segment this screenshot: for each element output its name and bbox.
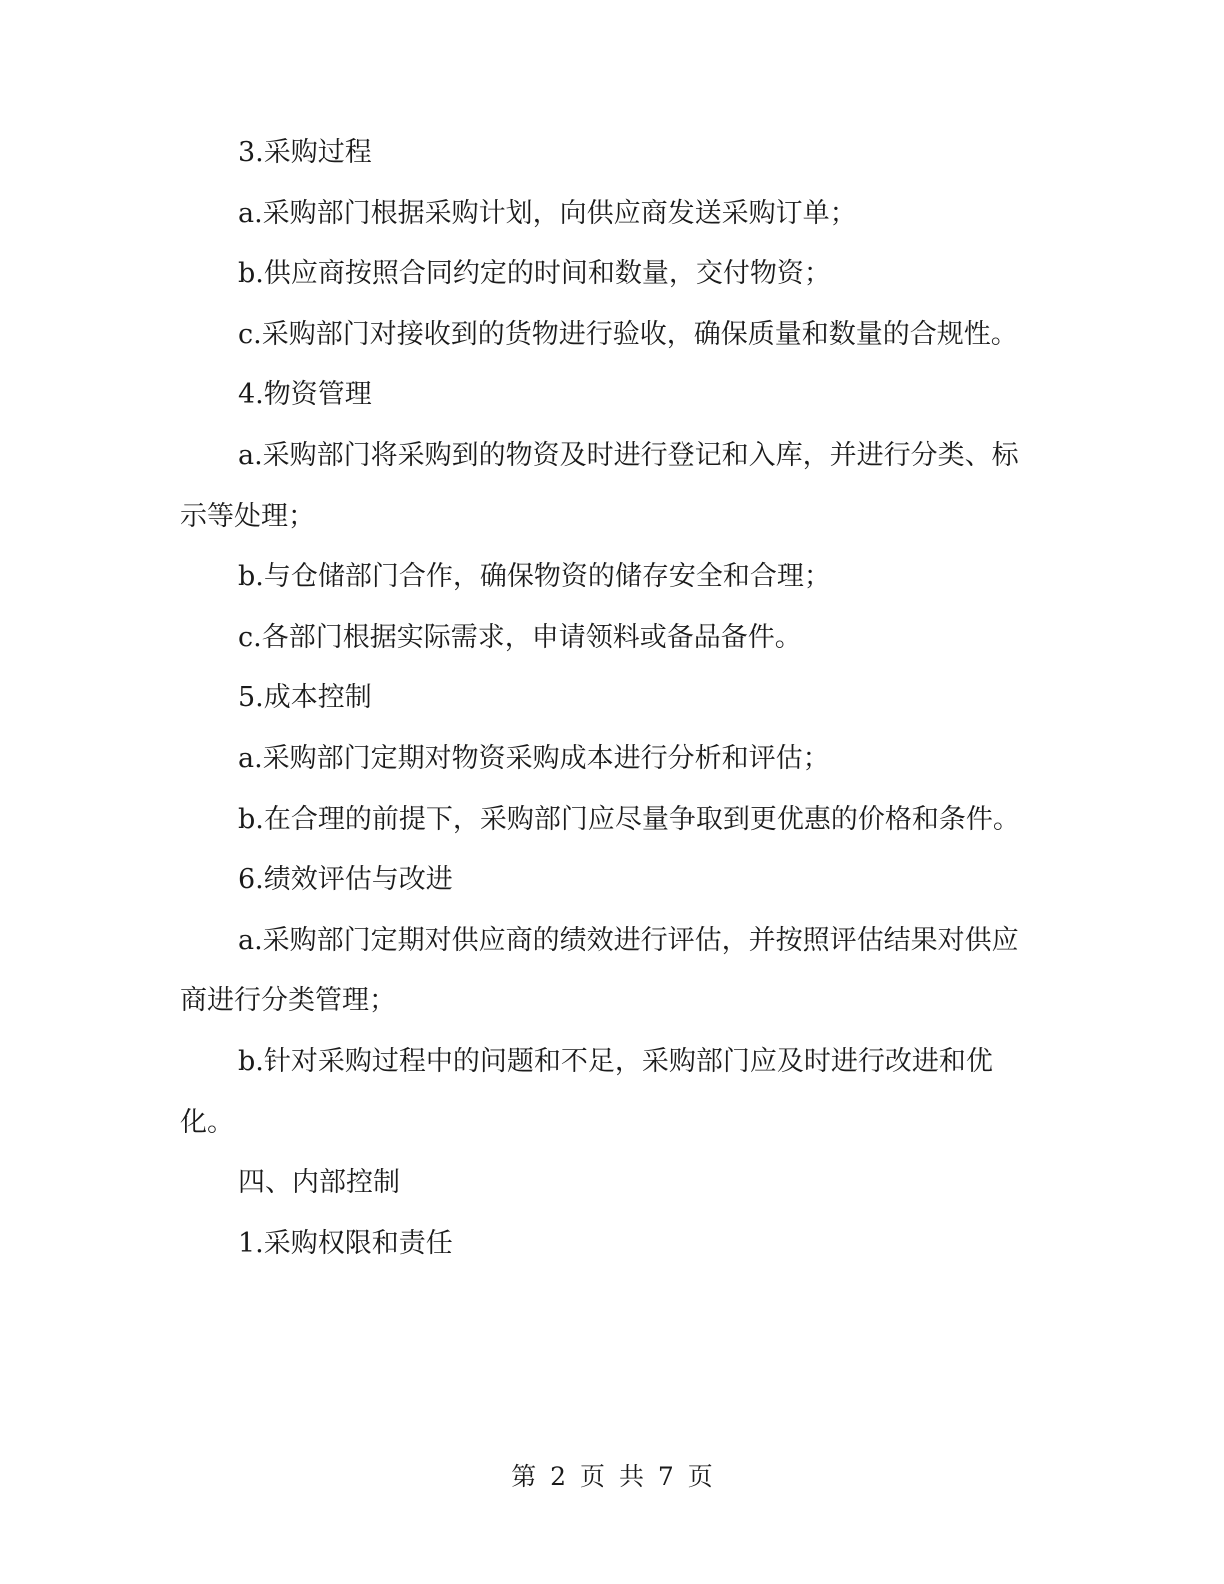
paragraph: b.供应商按照合同约定的时间和数量，交付物资； (238, 258, 831, 290)
chapter-heading-internal-control: 四、内部控制 (238, 1167, 400, 1199)
page-number-footer: 第 2 页 共 7 页 (511, 1462, 713, 1491)
paragraph: c.采购部门对接收到的货物进行验收，确保质量和数量的合规性。 (238, 318, 1018, 350)
paragraph: a.采购部门定期对供应商的绩效进行评估，并按照评估结果对供应商进行分类管理； (180, 924, 1019, 1017)
paragraph: c.各部门根据实际需求，申请领料或备品备件。 (238, 621, 802, 653)
paragraph: b.针对采购过程中的问题和不足，采购部门应及时进行改进和优化。 (180, 1045, 993, 1138)
paragraph: b.与仓储部门合作，确保物资的储存安全和合理； (238, 561, 831, 593)
document-body (180, 123, 1020, 1274)
paragraph: b.在合理的前提下，采购部门应尽量争取到更优惠的价格和条件。 (238, 803, 1020, 835)
section-heading-purchasing-authority: 1.采购权限和责任 (238, 1227, 453, 1259)
paragraph: a.采购部门将采购到的物资及时进行登记和入库，并进行分类、标示等处理； (180, 439, 1019, 532)
section-heading-cost-control: 5.成本控制 (238, 682, 372, 714)
section-heading-performance-evaluation: 6.绩效评估与改进 (238, 864, 453, 896)
paragraph: a.采购部门定期对物资采购成本进行分析和评估； (238, 742, 830, 774)
paragraph: a.采购部门根据采购计划，向供应商发送采购订单； (238, 197, 857, 229)
section-heading-material-management: 4.物资管理 (238, 379, 372, 411)
section-heading-purchasing-process: 3.采购过程 (238, 137, 372, 168)
